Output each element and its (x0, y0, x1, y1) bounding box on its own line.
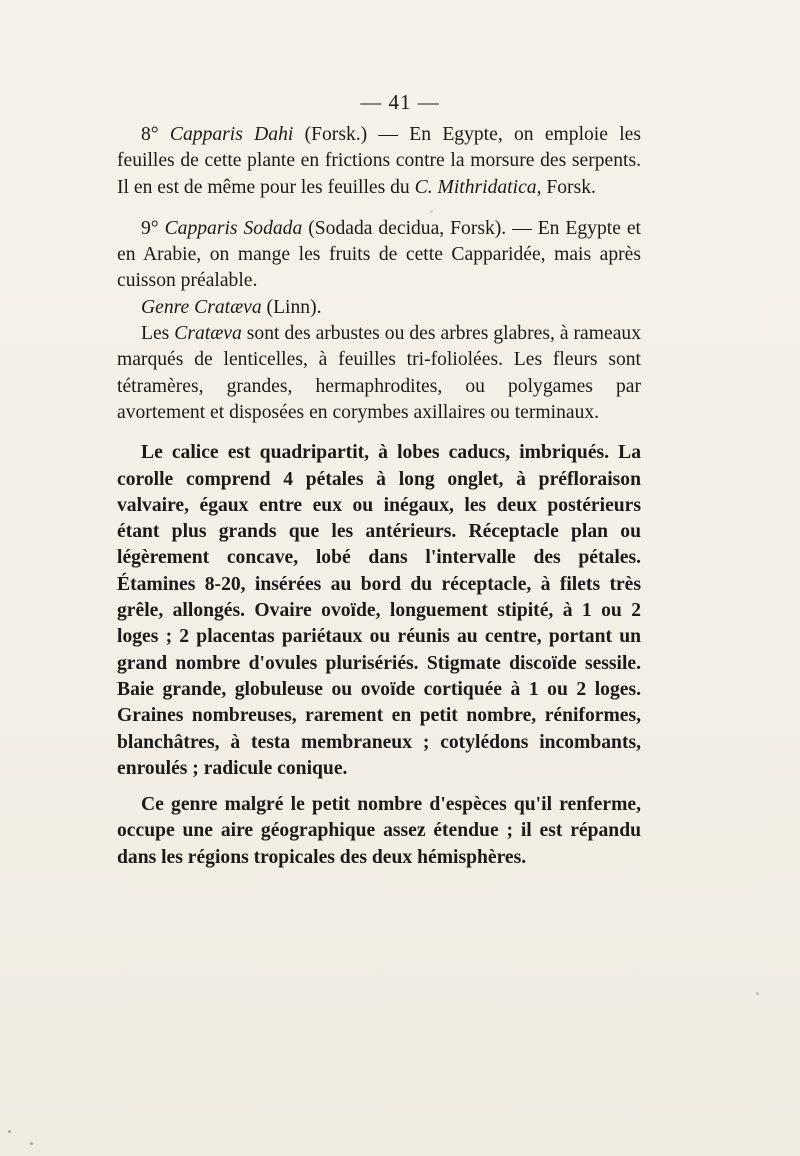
entry-text: (Sodada decidua, Forsk). — En Egypte et en Arabie, on mange les fruits de cette Capparidée, mais après cuisson préalable. (117, 217, 641, 292)
entry-number: 9° (141, 217, 159, 239)
genus-label: Genre (141, 296, 190, 318)
entry-text-end: , Forsk. (536, 176, 596, 198)
paper-speck (430, 210, 433, 213)
entry-number: 8° (141, 124, 159, 145)
page-body (117, 122, 641, 871)
genus-name: Cratæva (194, 296, 262, 318)
genus-inline: Cratæva (174, 323, 242, 345)
paper-speck (8, 1130, 11, 1133)
paragraph-text: sont des arbustes ou des arbres glabres, à rameaux marqués de lenticelles, à feuilles tri-foliolées. Les fleurs sont tétramères, grandes, hermaphrodites, ou polygames par avortement et disposées en corymbes axillaires ou terminaux. (117, 323, 641, 423)
entry-capparis-sodada (117, 216, 641, 295)
entry-capparis-dahi (117, 122, 641, 201)
genus-heading (117, 295, 641, 321)
species-name: Capparis Dahi (169, 124, 294, 145)
paragraph-description (117, 321, 641, 426)
entry-text: (Forsk.) — En Egypte, on emploie les feuilles de cette plante en frictions contre la morsure des serpents. Il en est de même pour les feuilles du (117, 124, 641, 198)
paragraph-botany: Le calice est quadripartit, à lobes caducs, imbriqués. La corolle comprend 4 pétales à long onglet, à préfloraison valvaire, égaux entre eux ou inégaux, les deux postérieurs étant plus grands que les antérieurs. Réceptacle plan ou légèrement concave, lobé dans l'intervalle des pétales. Étamines 8-20, insérées au bord du réceptacle, à filets très grêle, allongés. Ovaire ovoïde, longuement stipité, à 1 ou 2 loges ; 2 placentas pariétaux ou réunis au centre, portant un grand nombre d'ovules plurisériés. Stigmate discoïde sessile. Baie grande, globuleuse ou ovoïde cortiquée à 1 ou 2 loges. Graines nombreuses, rarement en petit nombre, réniformes, blanchâtres, à testa membraneux ; cotylédons incombants, enroulés ; radicule conique. (117, 442, 641, 779)
page-number: — 41 — (360, 90, 440, 114)
paragraph-lead: Les (141, 323, 175, 345)
genus-authority: (Linn). (261, 296, 322, 318)
paper-speck (30, 1142, 33, 1145)
species-name: Capparis Sodada (164, 217, 303, 239)
species-name-secondary: C. Mithridatica (414, 176, 537, 198)
paper-speck (756, 992, 759, 995)
paragraph-distribution: Ce genre malgré le petit nombre d'espèces qu'il renferme, occupe une aire géographique assez étendue ; il est répandu dans les régions tropicales des deux hémisphères. (117, 794, 641, 868)
